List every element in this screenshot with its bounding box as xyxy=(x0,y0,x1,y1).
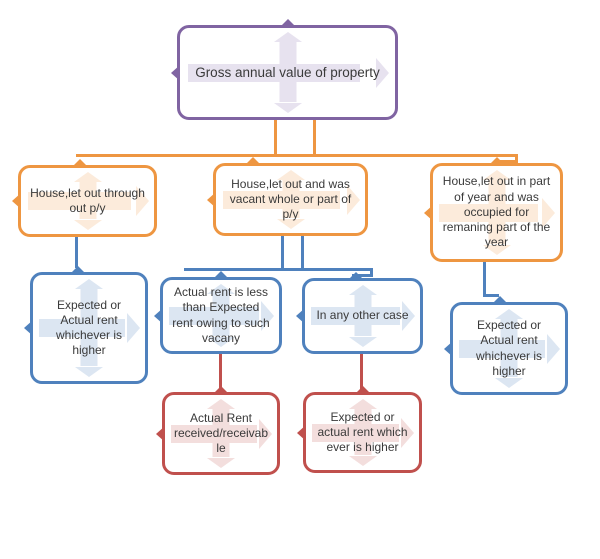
watermark-up-arrow xyxy=(274,32,302,42)
left-arrow-icon xyxy=(207,192,216,208)
watermark-up-arrow xyxy=(75,279,103,289)
node-label: House,let out in part of year and was occupied for remaning part of the year xyxy=(442,174,551,250)
left-arrow-icon xyxy=(296,308,305,324)
up-arrow-icon xyxy=(71,159,89,168)
up-arrow-icon xyxy=(212,271,230,280)
watermark-down-arrow xyxy=(274,103,302,113)
connector-o2-drop-left xyxy=(281,236,284,270)
left-arrow-icon xyxy=(444,341,453,357)
node-expected-or-actual-rent-right xyxy=(450,302,568,395)
up-arrow-icon xyxy=(347,272,365,281)
node-label: Expected or Actual rent whichever is higher xyxy=(475,318,543,378)
up-arrow-icon xyxy=(488,157,506,166)
node-expected-actual-rent-which-ever-higher xyxy=(303,392,422,473)
node-label: Gross annual value of property xyxy=(195,64,380,80)
up-arrow-icon xyxy=(279,19,297,28)
up-arrow-icon xyxy=(244,157,262,166)
up-arrow-icon xyxy=(354,386,372,395)
node-label: In any other case xyxy=(316,308,409,323)
node-expected-or-actual-rent-left xyxy=(30,272,148,384)
watermark-down-arrow xyxy=(349,337,377,347)
connector-orange-bus xyxy=(76,154,518,157)
node-actual-rent-received xyxy=(162,392,280,475)
left-arrow-icon xyxy=(171,65,180,81)
left-arrow-icon xyxy=(156,426,165,442)
watermark-down-arrow xyxy=(74,220,102,230)
node-house-vacant-whole-or-part xyxy=(213,163,368,236)
watermark-up-arrow xyxy=(74,172,102,182)
node-gross-annual-value xyxy=(177,25,398,120)
node-label: House,let out and was vacant whole or part of p/y xyxy=(229,176,352,222)
connector-o1-to-b1 xyxy=(75,237,78,268)
node-label: House,let out through out p/y xyxy=(30,185,145,215)
node-label: Expected or Actual rent whichever is higher xyxy=(55,297,123,358)
left-arrow-icon xyxy=(424,205,433,221)
connector-gross-drop-left xyxy=(274,120,277,157)
left-arrow-icon xyxy=(12,193,21,209)
left-arrow-icon xyxy=(154,308,163,324)
up-arrow-icon xyxy=(69,266,87,275)
left-arrow-icon xyxy=(297,425,306,441)
node-actual-rent-less-than-expected xyxy=(160,277,282,354)
connector-gross-drop-right xyxy=(313,120,316,157)
node-in-any-other-case xyxy=(302,278,423,354)
connector-o2-drop-right xyxy=(301,236,304,270)
node-label: Expected or actual rent which ever is higher xyxy=(317,409,408,455)
watermark-down-arrow xyxy=(207,458,235,468)
left-arrow-icon xyxy=(24,320,33,336)
node-house-part-year-occupied xyxy=(430,163,563,262)
connector-o3-to-b4-vertical xyxy=(483,262,486,297)
up-arrow-icon xyxy=(491,296,509,305)
watermark-down-arrow xyxy=(75,367,103,377)
node-label: Actual rent is less than Expected rent owing to such vacany xyxy=(172,285,270,345)
watermark-up-arrow xyxy=(349,285,377,295)
node-house-let-out-throughout xyxy=(18,165,157,237)
node-label: Actual Rent received/receivable xyxy=(173,410,269,456)
up-arrow-icon xyxy=(212,386,230,395)
